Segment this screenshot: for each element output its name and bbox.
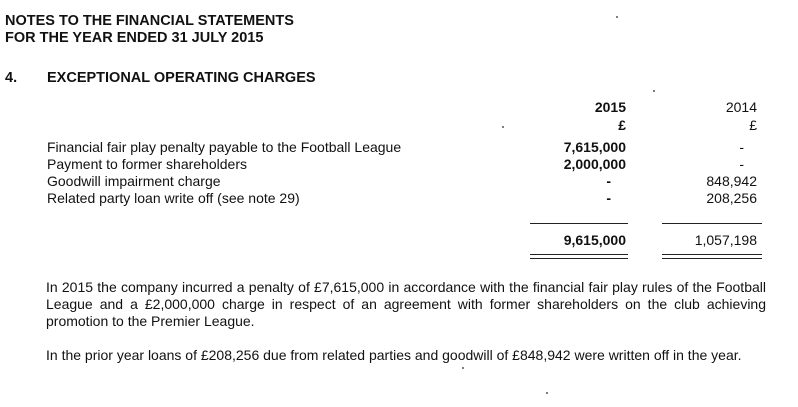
scan-speck <box>616 16 618 18</box>
column-year-prior: 2014 <box>725 99 757 115</box>
row-value-prior: - <box>739 139 744 155</box>
year-end-heading: FOR THE YEAR ENDED 31 JULY 2015 <box>5 30 264 46</box>
column-year-current: 2015 <box>594 99 626 115</box>
scan-speck <box>653 90 655 92</box>
total-prior: 1,057,198 <box>694 232 757 248</box>
total-current: 9,615,000 <box>563 232 626 248</box>
section-number: 4. <box>5 70 18 86</box>
row-value-prior: 208,256 <box>706 190 757 206</box>
column-unit-current: £ <box>618 117 626 133</box>
row-label: Payment to former shareholders <box>47 156 247 172</box>
total-double-rule-prior-top <box>662 254 762 255</box>
row-label: Financial fair play penalty payable to the Football League <box>47 139 402 155</box>
notes-heading: NOTES TO THE FINANCIAL STATEMENTS <box>5 13 294 29</box>
row-value-prior: - <box>739 156 744 172</box>
total-double-rule-current-bottom <box>530 258 628 259</box>
scan-speck <box>462 367 464 369</box>
scan-speck <box>546 392 548 394</box>
row-value-current: 2,000,000 <box>563 156 626 172</box>
row-value-current: - <box>606 173 611 189</box>
subtotal-rule-prior <box>662 223 762 224</box>
row-label: Related party loan write off (see note 29) <box>47 190 300 206</box>
scan-speck <box>502 126 504 128</box>
subtotal-rule-current <box>530 223 628 224</box>
row-value-current: 7,615,000 <box>563 139 626 155</box>
explanation-paragraph: In the prior year loans of £208,256 due from related parties and goodwill of £848,942 were written off in the year. <box>46 347 742 363</box>
explanation-paragraph: In 2015 the company incurred a penalty of £7,615,000 in accordance with the financial fair play rules of the Football League and a £2,000,000 charge in respect of an agreement with former shareholders on the club achieving promotion to the Premier League. <box>46 279 766 329</box>
row-value-current: - <box>606 190 611 206</box>
row-label: Goodwill impairment charge <box>47 173 221 189</box>
column-unit-prior: £ <box>749 117 757 133</box>
row-value-prior: 848,942 <box>706 173 757 189</box>
total-double-rule-prior-bottom <box>662 258 762 259</box>
section-title: EXCEPTIONAL OPERATING CHARGES <box>47 70 316 86</box>
total-double-rule-current-top <box>530 254 628 255</box>
